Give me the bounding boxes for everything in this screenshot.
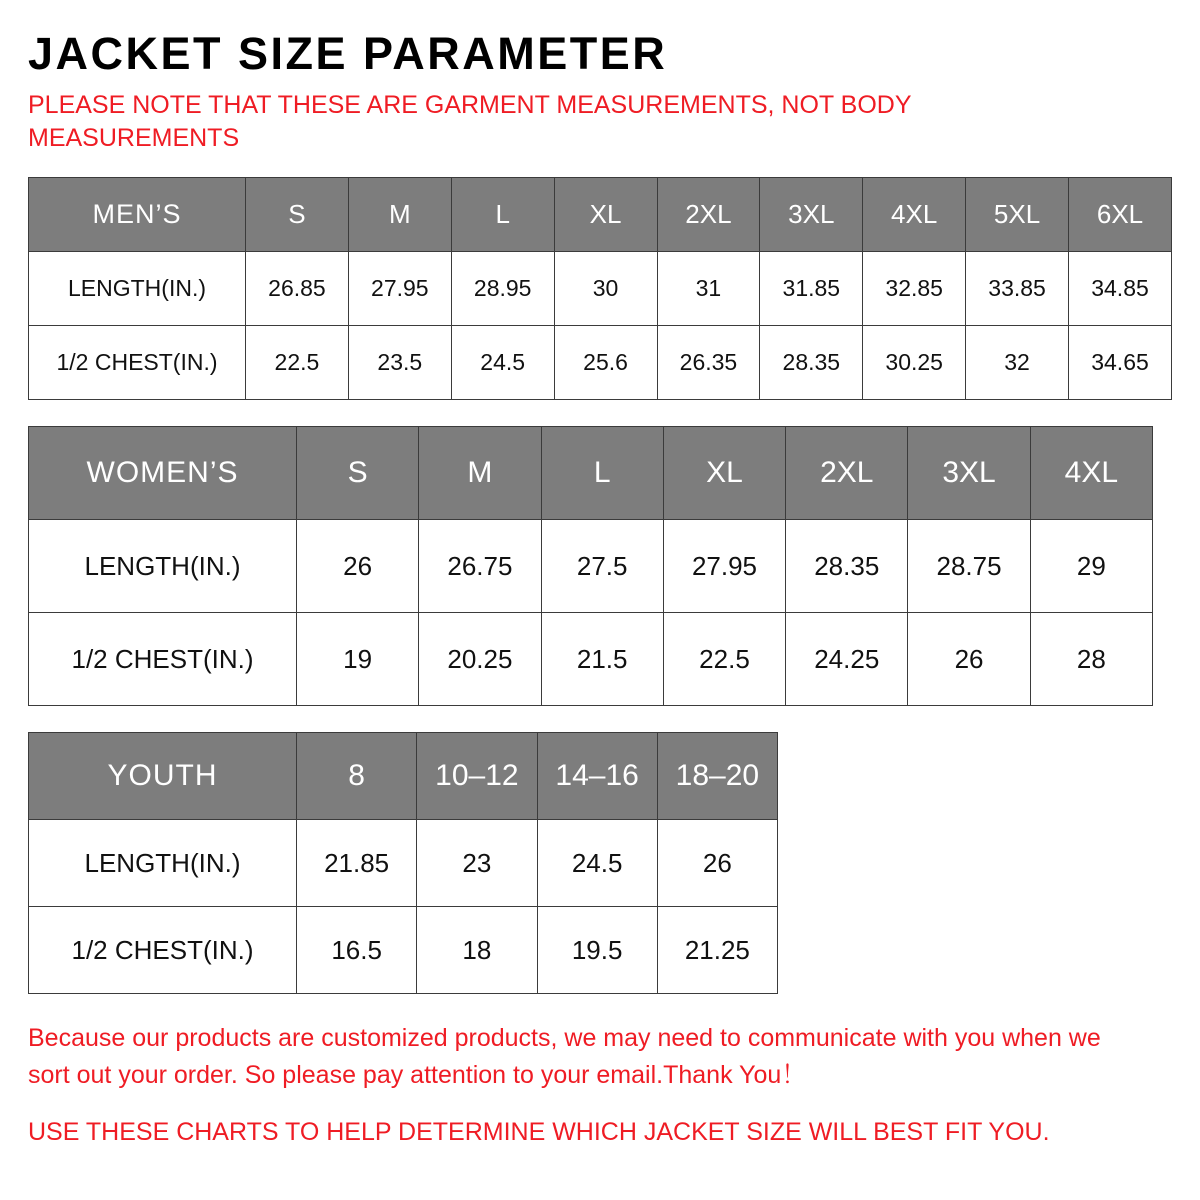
youth-table-title: YOUTH bbox=[29, 733, 297, 820]
table-cell: 21.85 bbox=[297, 820, 417, 907]
table-row bbox=[29, 520, 1153, 613]
column-header-size: L bbox=[541, 427, 663, 520]
table-cell: 28.75 bbox=[908, 520, 1030, 613]
row-label: 1/2 CHEST(IN.) bbox=[29, 613, 297, 706]
column-header-size: XL bbox=[663, 427, 785, 520]
table-row bbox=[29, 613, 1153, 706]
youth-table-body bbox=[29, 820, 778, 994]
column-header-size: L bbox=[451, 178, 554, 252]
table-cell: 32 bbox=[966, 326, 1069, 400]
column-header-size: 18–20 bbox=[657, 733, 777, 820]
table-cell: 26.85 bbox=[246, 252, 349, 326]
table-row bbox=[29, 733, 778, 820]
table-cell: 32.85 bbox=[863, 252, 966, 326]
table-cell: 26 bbox=[908, 613, 1030, 706]
row-label: LENGTH(IN.) bbox=[29, 520, 297, 613]
page-title: JACKET SIZE PARAMETER bbox=[28, 28, 668, 79]
table-cell: 29 bbox=[1030, 520, 1152, 613]
table-row bbox=[29, 252, 1172, 326]
table-cell: 34.65 bbox=[1069, 326, 1172, 400]
column-header-size: 2XL bbox=[657, 178, 760, 252]
table-row bbox=[29, 326, 1172, 400]
table-cell: 24.5 bbox=[451, 326, 554, 400]
table-cell: 26.35 bbox=[657, 326, 760, 400]
table-cell: 26 bbox=[297, 520, 419, 613]
row-label: 1/2 CHEST(IN.) bbox=[29, 907, 297, 994]
column-header-size: M bbox=[419, 427, 541, 520]
column-header-size: 8 bbox=[297, 733, 417, 820]
column-header-size: 10–12 bbox=[417, 733, 537, 820]
column-header-size: S bbox=[246, 178, 349, 252]
table-cell: 27.95 bbox=[663, 520, 785, 613]
column-header-size: 4XL bbox=[1030, 427, 1152, 520]
row-label: 1/2 CHEST(IN.) bbox=[29, 326, 246, 400]
table-cell: 20.25 bbox=[419, 613, 541, 706]
table-cell: 30.25 bbox=[863, 326, 966, 400]
table-cell: 27.5 bbox=[541, 520, 663, 613]
youth-table-header bbox=[29, 733, 778, 820]
table-cell: 19 bbox=[297, 613, 419, 706]
column-header-size: 5XL bbox=[966, 178, 1069, 252]
table-cell: 31 bbox=[657, 252, 760, 326]
chart-usage-note: USE THESE CHARTS TO HELP DETERMINE WHICH JACKET SIZE WILL BEST FIT YOU. bbox=[28, 1117, 1050, 1146]
table-cell: 26.75 bbox=[419, 520, 541, 613]
mens-size-table bbox=[28, 177, 1172, 400]
table-cell: 34.85 bbox=[1069, 252, 1172, 326]
mens-table-header bbox=[29, 178, 1172, 252]
table-cell: 19.5 bbox=[537, 907, 657, 994]
table-row bbox=[29, 178, 1172, 252]
table-cell: 24.5 bbox=[537, 820, 657, 907]
table-cell: 26 bbox=[657, 820, 777, 907]
column-header-size: XL bbox=[554, 178, 657, 252]
garment-measurement-note: PLEASE NOTE THAT THESE ARE GARMENT MEASUREMENTS, NOT BODY MEASUREMENTS bbox=[28, 91, 912, 153]
mens-table-title: MEN’S bbox=[29, 178, 246, 252]
womens-table-header bbox=[29, 427, 1153, 520]
table-cell: 23 bbox=[417, 820, 537, 907]
womens-table-body bbox=[29, 520, 1153, 706]
youth-size-table bbox=[28, 732, 778, 994]
column-header-size: M bbox=[348, 178, 451, 252]
table-cell: 30 bbox=[554, 252, 657, 326]
table-cell: 28.35 bbox=[760, 326, 863, 400]
column-header-size: 2XL bbox=[786, 427, 908, 520]
row-label: LENGTH(IN.) bbox=[29, 820, 297, 907]
column-header-size: 6XL bbox=[1069, 178, 1172, 252]
table-cell: 28.35 bbox=[786, 520, 908, 613]
table-cell: 25.6 bbox=[554, 326, 657, 400]
column-header-size: 3XL bbox=[760, 178, 863, 252]
table-cell: 21.5 bbox=[541, 613, 663, 706]
column-header-size: 3XL bbox=[908, 427, 1030, 520]
table-cell: 27.95 bbox=[348, 252, 451, 326]
table-cell: 28.95 bbox=[451, 252, 554, 326]
mens-table-body bbox=[29, 252, 1172, 400]
womens-size-table bbox=[28, 426, 1153, 706]
table-cell: 18 bbox=[417, 907, 537, 994]
column-header-size: 14–16 bbox=[537, 733, 657, 820]
customization-note: Because our products are customized products, we may need to communicate with you when we sort out your order. So please pay attention to your email.Thank You！ bbox=[28, 1024, 1101, 1089]
table-cell: 21.25 bbox=[657, 907, 777, 994]
table-cell: 23.5 bbox=[348, 326, 451, 400]
table-cell: 33.85 bbox=[966, 252, 1069, 326]
table-cell: 28 bbox=[1030, 613, 1152, 706]
womens-table-title: WOMEN’S bbox=[29, 427, 297, 520]
row-label: LENGTH(IN.) bbox=[29, 252, 246, 326]
table-cell: 22.5 bbox=[663, 613, 785, 706]
table-row bbox=[29, 427, 1153, 520]
column-header-size: S bbox=[297, 427, 419, 520]
table-cell: 31.85 bbox=[760, 252, 863, 326]
table-row bbox=[29, 907, 778, 994]
table-cell: 24.25 bbox=[786, 613, 908, 706]
table-cell: 16.5 bbox=[297, 907, 417, 994]
table-row bbox=[29, 820, 778, 907]
column-header-size: 4XL bbox=[863, 178, 966, 252]
table-cell: 22.5 bbox=[246, 326, 349, 400]
